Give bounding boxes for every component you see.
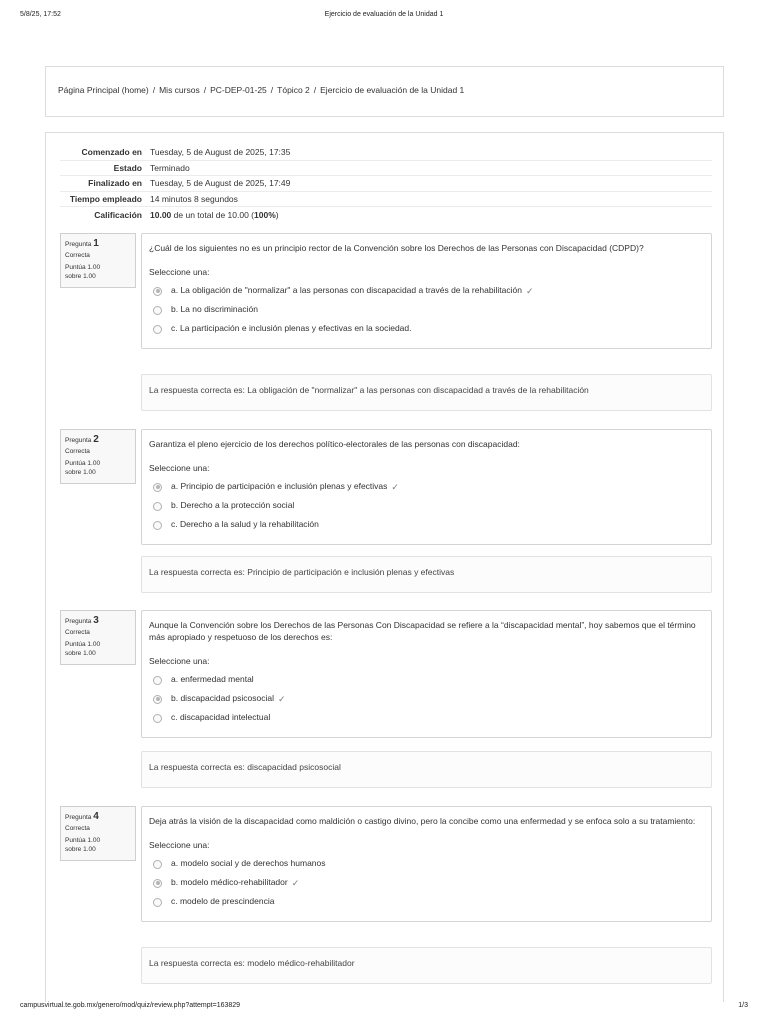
question-number: Pregunta 3 [65,615,99,626]
answer-prompt: Seleccione una: [149,462,210,473]
correct-answer-feedback: La respuesta correcta es: discapacidad psicosocial [141,751,712,788]
question-state: Correcta [65,824,90,832]
correct-answer-feedback: La respuesta correcta es: La obligación de "normalizar" a las personas con discapacidad a través de la rehabilitación [141,374,712,411]
summary-value: Terminado [150,162,190,173]
grade-value: 10.00 de un total de 10.00 (100%) [150,209,279,220]
option-label: a. enfermedad mental [171,674,254,685]
question-text: Garantiza el pleno ejercicio de los derechos político-electorales de las personas con discapacidad: [149,439,520,449]
breadcrumb-separator: / [152,85,156,95]
answer-options [149,855,704,912]
option-label: a. La obligación de "normalizar" a las personas con discapacidad a través de la rehabilitación [171,285,522,296]
option-label: b. Derecho a la protección social [171,500,295,511]
question-state: Correcta [65,447,90,455]
correct-answer-feedback: La respuesta correcta es: modelo médico-rehabilitador [141,947,712,984]
breadcrumb-quiz[interactable]: Ejercicio de evaluación de la Unidad 1 [320,85,465,95]
question-info [60,610,136,665]
answer-option[interactable] [149,893,704,912]
radio-button-selected[interactable] [153,483,162,492]
summary-row-state [60,161,712,177]
answer-prompt: Seleccione una: [149,655,210,666]
question-number: Pregunta 2 [65,434,99,445]
question-info [60,429,136,484]
option-label: c. La participación e inclusión plenas y efectivas en la sociedad. [171,323,412,334]
question-mark: Puntúa 1.00 sobre 1.00 [65,837,101,854]
question-number: Pregunta 1 [65,238,99,249]
print-header [20,11,748,23]
answer-option[interactable] [149,320,704,339]
print-datetime: 5/8/25, 17:52 [20,11,61,18]
radio-button-selected[interactable] [153,879,162,888]
answer-option[interactable] [149,497,704,516]
answer-option[interactable] [149,478,704,497]
radio-button[interactable] [153,306,162,315]
answer-option[interactable] [149,709,704,728]
radio-button[interactable] [153,502,162,511]
question-state: Correcta [65,251,90,259]
question-info [60,233,136,288]
question-formulation [141,233,712,349]
answer-option[interactable] [149,282,704,301]
radio-button[interactable] [153,521,162,530]
answer-options [149,478,704,535]
correct-check-icon: ✓ [391,481,399,492]
summary-row-time-taken [60,192,712,208]
question-mark: Puntúa 1.00 sobre 1.00 [65,264,101,281]
summary-value: Tuesday, 5 de August de 2025, 17:35 [150,147,291,158]
radio-button[interactable] [153,676,162,685]
breadcrumb-course[interactable]: PC-DEP-01-25 [210,85,267,95]
grade-label: Calificación [94,209,142,220]
summary-label: Finalizado en [88,178,142,189]
option-label: b. modelo médico-rehabilitador [171,877,288,888]
option-label: c. Derecho a la salud y la rehabilitación [171,519,319,530]
summary-label: Estado [113,162,142,173]
breadcrumb-separator: / [203,85,207,95]
question-state: Correcta [65,628,90,636]
print-url: campusvirtual.te.gob.mx/genero/mod/quiz/review.php?attempt=163829 [20,1002,241,1009]
correct-check-icon: ✓ [525,285,534,296]
page-number: 1/3 [738,1002,748,1009]
summary-value: 14 minutos 8 segundos [150,193,238,204]
option-label: b. discapacidad psicosocial [171,693,275,704]
attempt-summary [60,145,712,223]
question-info [60,806,136,861]
grade-score: 10.00 [150,209,172,220]
question-number: Pregunta 4 [65,811,99,822]
answer-option[interactable] [149,690,704,709]
correct-answer-feedback: La respuesta correcta es: Principio de participación e inclusión plenas y efectivas [141,556,712,593]
option-label: a. modelo social y de derechos humanos [171,858,326,869]
radio-button[interactable] [153,860,162,869]
summary-row-grade [60,207,712,223]
answer-option[interactable] [149,855,704,874]
question-formulation [141,610,712,738]
breadcrumb-topic[interactable]: Tópico 2 [277,85,310,95]
question-formulation [141,806,712,922]
radio-button[interactable] [153,898,162,907]
answer-prompt: Seleccione una: [149,839,210,850]
summary-label: Comenzado en [81,147,142,158]
print-title: Ejercicio de evaluación de la Unidad 1 [324,11,444,18]
question-text: Deja atrás la visión de la discapacidad como maldición o castigo divino, pero la concibe como una enfermedad y se enfoca solo a su tratamiento: [149,816,696,826]
breadcrumb-separator: / [313,85,317,95]
question-text: Aunque la Convención sobre los Derechos de las Personas Con Discapacidad se refiere a la “discapacidad mental”, hoy sabemos que el término más apropiado y respetuoso de los derechos es: [149,620,696,642]
question-text: ¿Cuál de los siguientes no es un principio rector de la Convención sobre los Derechos de las Personas con Discapacidad (CDPD)? [149,243,644,253]
grade-total: de un total de 10.00 [173,209,249,220]
print-footer [20,1002,748,1014]
answer-option[interactable] [149,516,704,535]
correct-check-icon: ✓ [291,877,300,888]
question-mark: Puntúa 1.00 sobre 1.00 [65,641,101,658]
summary-label: Tiempo empleado [69,193,142,204]
quiz-review [45,132,724,1002]
radio-button-selected[interactable] [153,695,162,704]
answer-prompt: Seleccione una: [149,266,210,277]
breadcrumb-home[interactable]: Página Principal (home) [58,85,149,95]
breadcrumb [45,66,724,117]
answer-option[interactable] [149,874,704,893]
grade-percent: 100% [254,209,276,220]
option-label: c. discapacidad intelectual [171,712,271,723]
correct-check-icon: ✓ [278,693,286,704]
summary-row-started [60,145,712,161]
option-label: a. Principio de participación e inclusión plenas y efectivas [171,481,388,492]
answer-options [149,671,704,728]
breadcrumb-separator: / [270,85,274,95]
question-formulation [141,429,712,545]
summary-row-finished [60,176,712,192]
radio-button[interactable] [153,325,162,334]
option-label: c. modelo de prescindencia [171,896,275,907]
option-label: b. La no discriminación [171,304,258,315]
radio-button-selected[interactable] [153,287,162,296]
answer-option[interactable] [149,301,704,320]
answer-option[interactable] [149,671,704,690]
summary-value: Tuesday, 5 de August de 2025, 17:49 [150,178,291,189]
answer-options [149,282,704,339]
radio-button[interactable] [153,714,162,723]
breadcrumb-my-courses[interactable]: Mis cursos [159,85,200,95]
question-mark: Puntúa 1.00 sobre 1.00 [65,460,101,477]
